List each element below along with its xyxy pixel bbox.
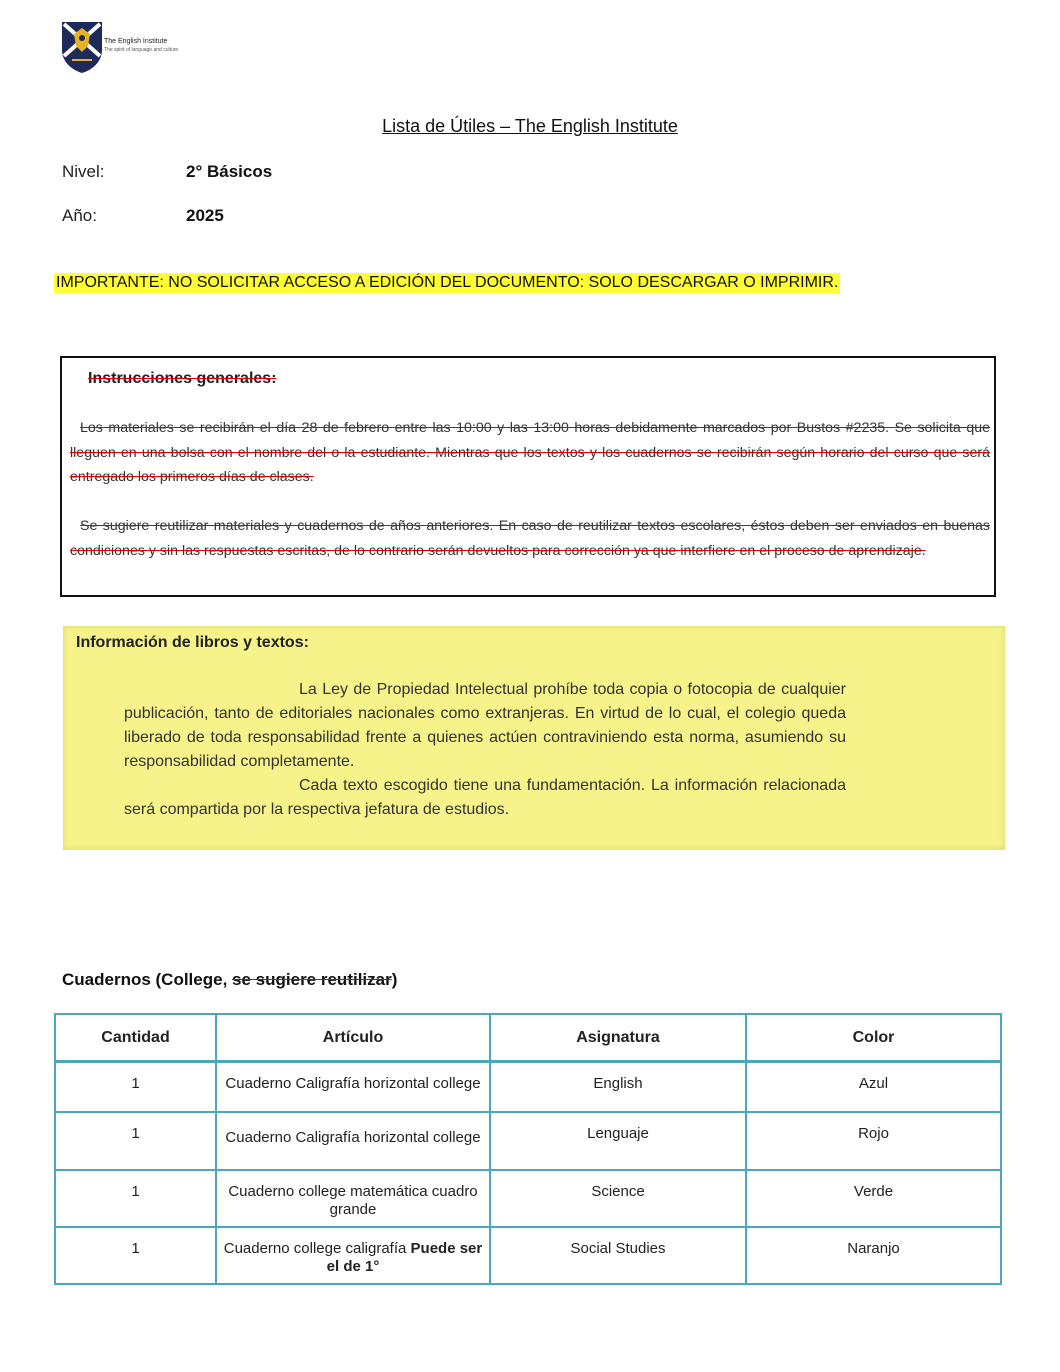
column-header-color: Color	[746, 1014, 1001, 1062]
notebooks-heading-suffix: )	[391, 970, 398, 989]
cell-asignatura: English	[490, 1062, 746, 1113]
anio-value: 2025	[186, 206, 224, 225]
books-info-paragraph-1: La Ley de Propiedad Intelectual prohíbe toda copia o fotocopia de cualquier publicación, tanto de editoriales nacionales como extranjeras. En virtud de lo cual, el colegio queda liberado de toda responsabilidad frente a quienes actúen contraviniendo esta norma, asumiendo su responsabilidad completamente.	[124, 681, 846, 770]
cell-cantidad: 1	[55, 1227, 216, 1284]
books-info-paragraph-2: Cada texto escogido tiene una fundamentación. La información relacionada será compartida por la respectiva jefatura de estudios.	[124, 777, 846, 818]
nivel-value: 2° Básicos	[186, 162, 273, 181]
table-row	[55, 1227, 1001, 1284]
cell-articulo: Cuaderno college matemática cuadro grande	[216, 1170, 490, 1227]
instructions-paragraph-2: Se sugiere reutilizar materiales y cuadernos de años anteriores. En caso de reutilizar textos escolares, éstos deben ser enviados en buenas condiciones y sin las respuestas escritas, de lo contrario serán devueltos para corrección ya que interfiere en el proceso de aprendizaje.	[70, 518, 990, 559]
cell-asignatura: Social Studies	[490, 1227, 746, 1284]
cell-color: Azul	[746, 1062, 1001, 1113]
table-header-row	[55, 1014, 1001, 1062]
page-title: Lista de Útiles – The English Institute	[382, 116, 678, 136]
instructions-box	[60, 356, 996, 597]
cell-articulo-note: Puede ser el de 1°	[326, 1240, 483, 1275]
cell-color: Rojo	[746, 1112, 1001, 1170]
anio-label: Año:	[62, 206, 97, 225]
cell-asignatura: Science	[490, 1170, 746, 1227]
table-row	[55, 1062, 1001, 1113]
cell-color: Verde	[746, 1170, 1001, 1227]
cell-articulo	[216, 1227, 490, 1284]
column-header-articulo: Artículo	[216, 1014, 490, 1062]
notebooks-table	[54, 1013, 1002, 1285]
logo-tagline: The spirit of language and culture	[104, 47, 179, 53]
instructions-paragraph-1: Los materiales se recibirán el día 28 de febrero entre las 10:00 y las 13:00 horas debidamente marcados por Bustos #2235. Se solicita que lleguen en una bolsa con el nombre del o la estudiante. Mientras que los textos y los cuadernos se recibirán según horario del curso que será entregado los primeros días de clases.	[70, 420, 990, 485]
column-header-asignatura: Asignatura	[490, 1014, 746, 1062]
cell-articulo: Cuaderno Caligrafía horizontal college	[216, 1062, 490, 1113]
nivel-label: Nivel:	[62, 162, 105, 181]
cell-cantidad: 1	[55, 1170, 216, 1227]
cell-articulo-text: Cuaderno college caligrafía	[223, 1240, 407, 1257]
cell-cantidad: 1	[55, 1112, 216, 1170]
books-info-title: Información de libros y textos:	[76, 634, 309, 651]
cell-asignatura: Lenguaje	[490, 1112, 746, 1170]
notebooks-heading-prefix: Cuadernos (College,	[62, 970, 233, 989]
column-header-cantidad: Cantidad	[55, 1014, 216, 1062]
notebooks-heading	[62, 970, 397, 990]
table-row	[55, 1170, 1001, 1227]
institute-logo	[60, 20, 104, 74]
logo-name: The English Institute	[104, 38, 168, 45]
notebooks-heading-struck: se sugiere reutilizar	[232, 970, 392, 989]
instructions-title: Instrucciones generales:	[88, 370, 277, 387]
cell-cantidad: 1	[55, 1062, 216, 1113]
important-notice: IMPORTANTE: NO SOLICITAR ACCESO A EDICIÓN DEL DOCUMENTO: SOLO DESCARGAR O IMPRIMIR.	[56, 274, 839, 291]
books-info-box	[63, 626, 1005, 850]
cell-color: Naranjo	[746, 1227, 1001, 1284]
table-row	[55, 1112, 1001, 1170]
cell-articulo: Cuaderno Caligrafía horizontal college	[216, 1112, 490, 1170]
logo-text	[104, 38, 178, 54]
